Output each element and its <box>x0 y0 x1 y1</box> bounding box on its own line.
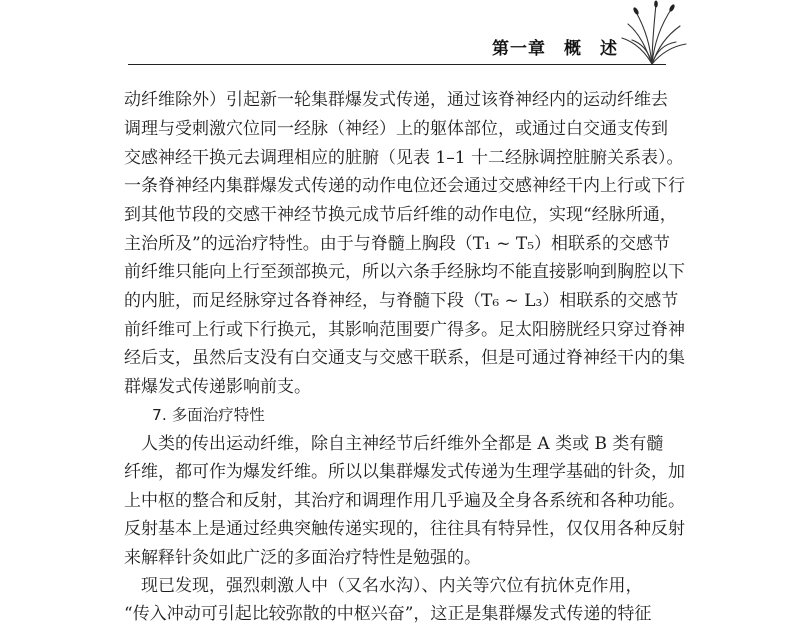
paragraph-line: 主治所及”的远治疗特性。由于与脊髓上胸段（T₁ ~ T₅）相联系的交感节 <box>124 234 671 254</box>
paragraph-line: 来解释针灸如此广泛的多面治疗特性是勉强的。 <box>124 548 481 568</box>
paragraph-line: “传入冲动可引起比较弥散的中枢兴奋”，这正是集群爆发式传递的特征 <box>124 604 652 624</box>
paragraph-line: 动纤维除外）引起新一轮集群爆发式传递，通过该脊神经内的运动纤维去 <box>124 90 668 110</box>
paragraph-line: 群爆发式传递影响前支。 <box>124 377 311 397</box>
paragraph-line: 经后支，虽然后支没有白交通支与交感干联系，但是可通过脊神经干内的集 <box>124 348 685 368</box>
section-heading: 7. 多面治疗特性 <box>152 406 265 424</box>
paragraph-line: 到其他节段的交感干神经节换元成节后纤维的动作电位，实现“经脉所通， <box>124 205 677 225</box>
paragraph-line: 现已发现，强烈刺激人中（又名水沟）、内关等穴位有抗休克作用， <box>124 576 643 596</box>
paragraph-line: 前纤维可上行或下行换元，其影响范围要广得多。足太阳膀胱经只穿过脊神 <box>124 320 685 340</box>
paragraph-line: 人类的传出运动纤维，除自主神经节后纤维外全都是 A 类或 B 类有髓 <box>124 434 664 454</box>
grass-ornament-icon <box>616 0 688 66</box>
paragraph-line: 一条脊神经内集群爆发式传递的动作电位还会通过交感神经干内上行或下行 <box>124 176 685 196</box>
chapter-header-title: 第一章 概 述 <box>492 39 618 59</box>
paragraph-line: 的内脏，而足经脉穿过各脊神经，与脊髓下段（T₆ ~ L₃）相联系的交感节 <box>124 291 679 311</box>
paragraph-line: 上中枢的整合和反射，其治疗和调理作用几乎遍及全身各系统和各种功能。 <box>124 491 685 511</box>
paragraph-line: 反射基本上是通过经典突触传递实现的，往往具有特异性，仅仅用各种反射 <box>124 519 685 539</box>
paragraph-line: 纤维，都可作为爆发纤维。所以以集群爆发式传递为生理学基础的针灸，加 <box>124 462 685 482</box>
paragraph-line: 调理与受刺激穴位同一经脉（神经）上的躯体部位，或通过白交通支传到 <box>124 119 668 139</box>
header-rule <box>128 64 666 65</box>
paragraph-line: 交感神经干换元去调理相应的脏腑（见表 1–1 十二经脉调控脏腑关系表）。 <box>124 148 684 168</box>
paragraph-line: 前纤维只能向上行至颈部换元，所以六条手经脉均不能直接影响到胸腔以下 <box>124 262 685 282</box>
